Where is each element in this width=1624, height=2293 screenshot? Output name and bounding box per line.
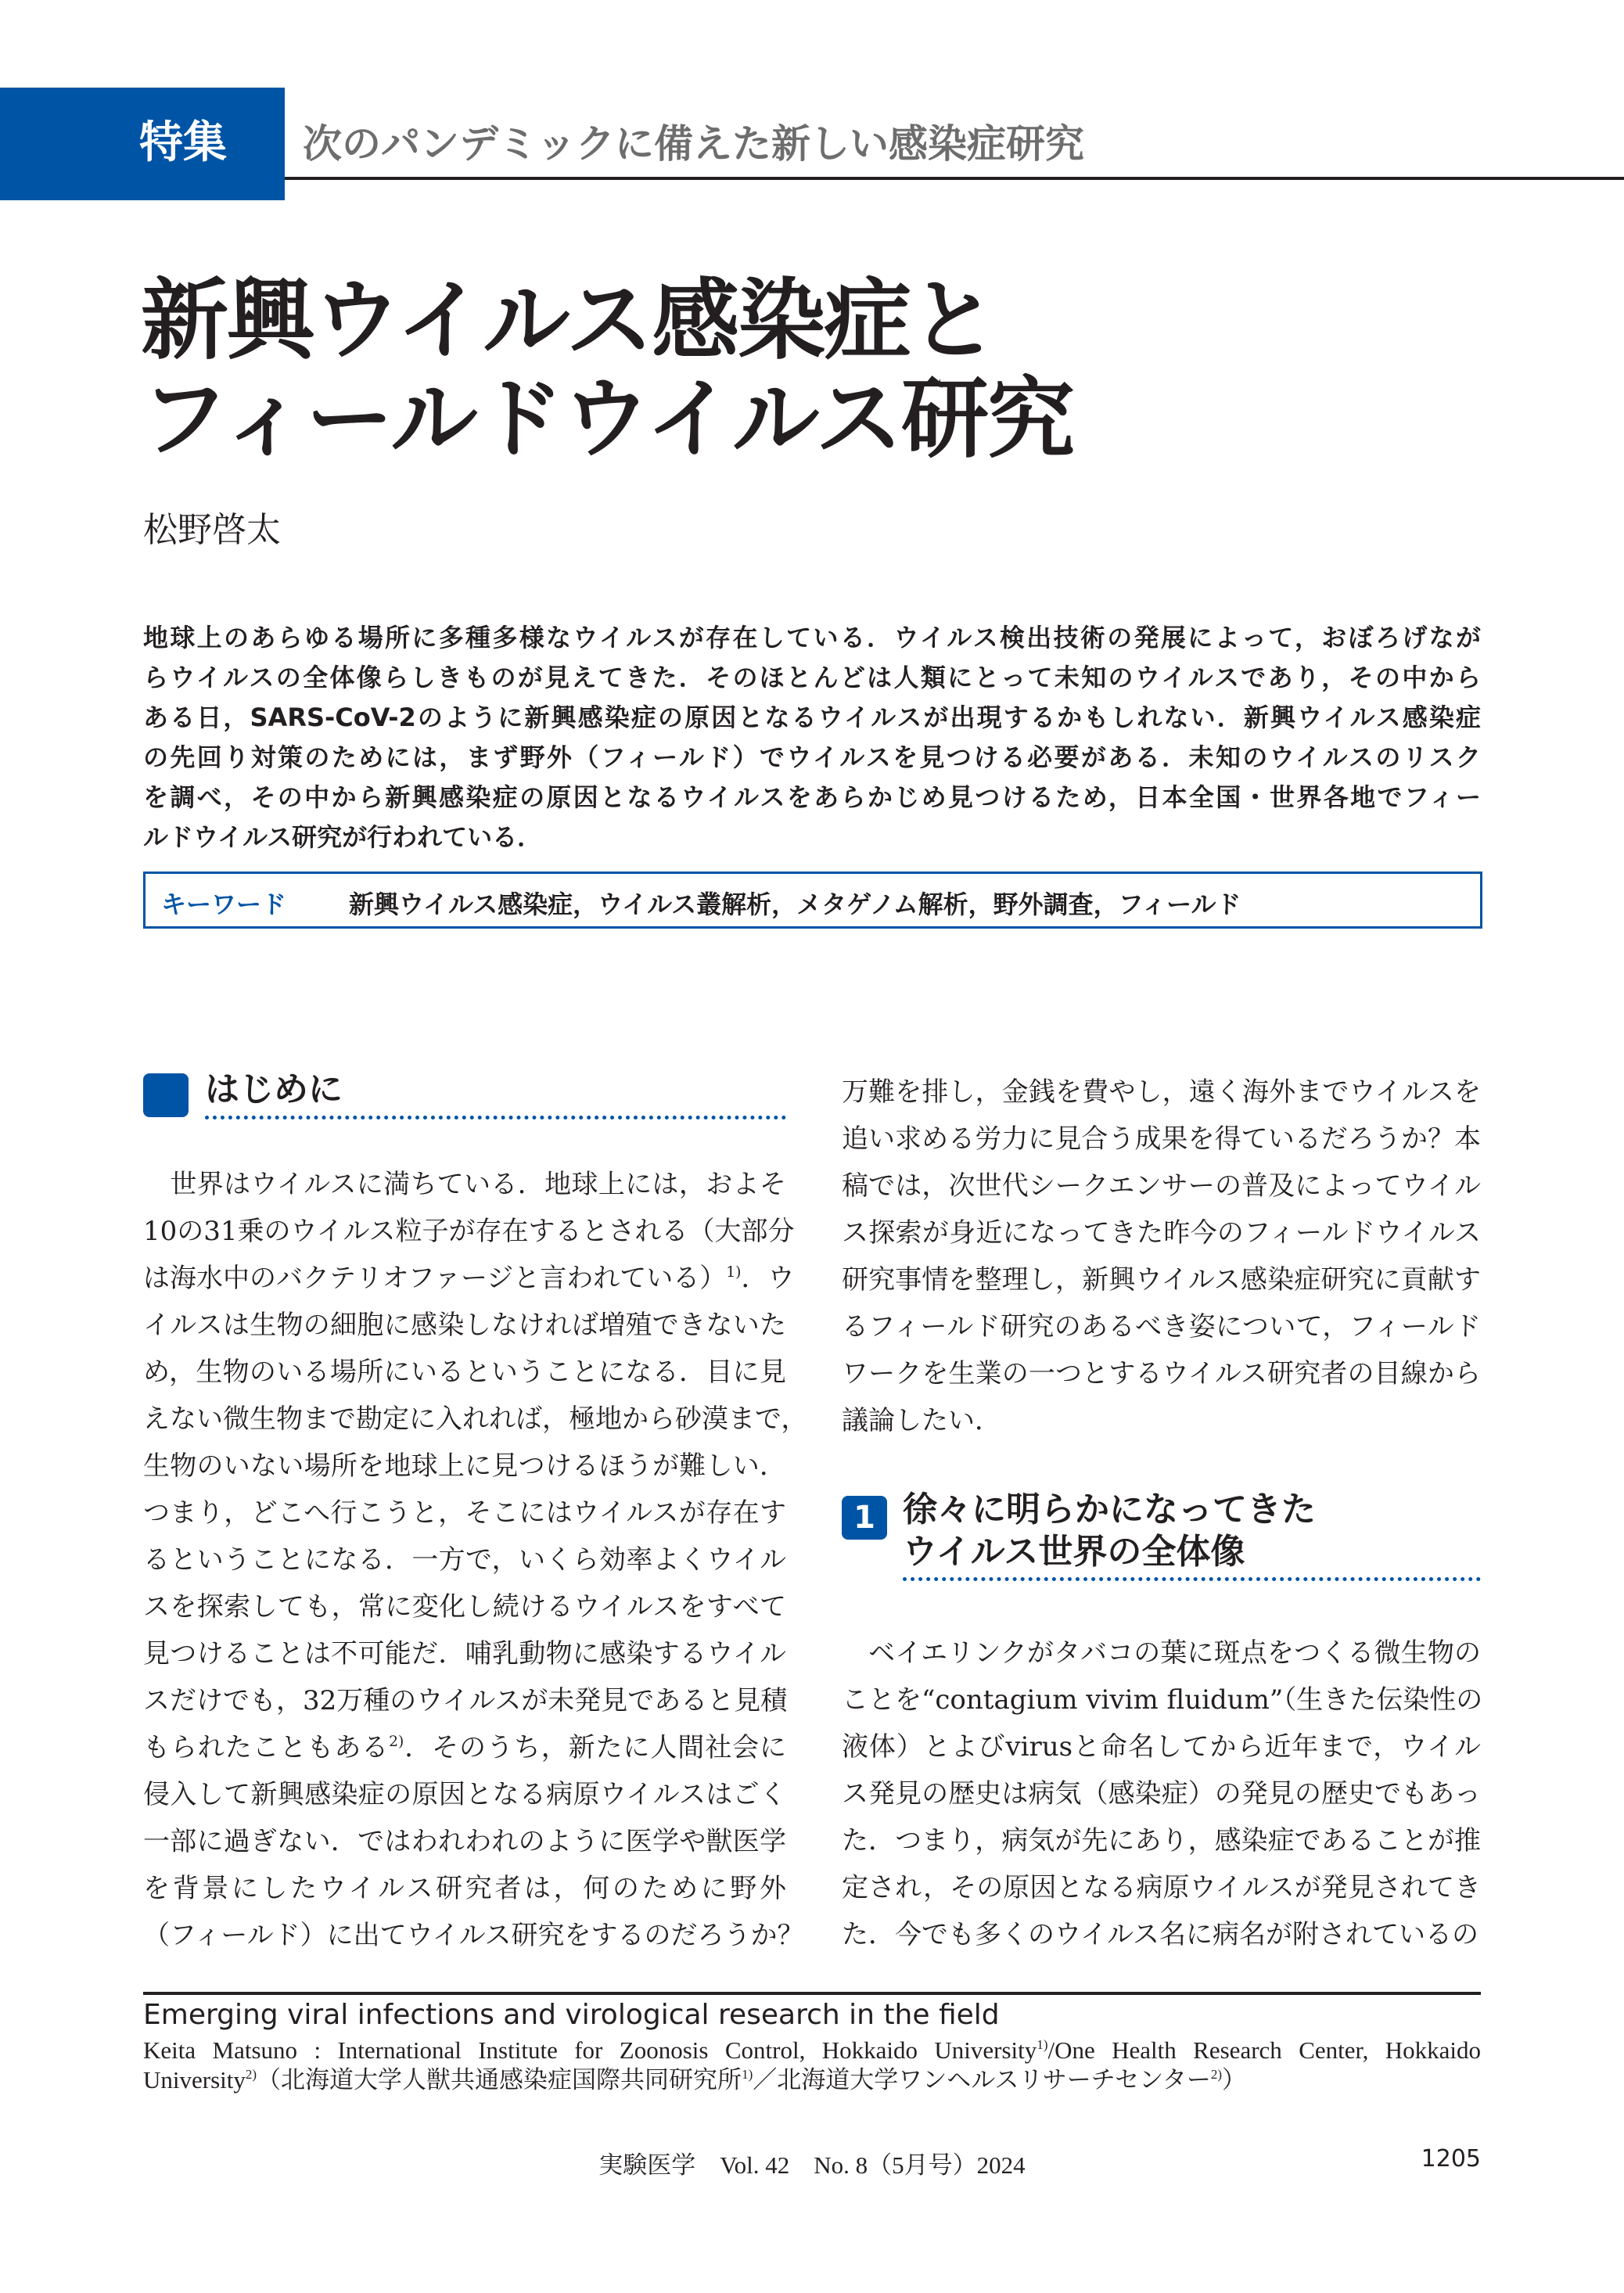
author-name: 松野啓太 bbox=[143, 510, 281, 550]
footer-divider bbox=[143, 1992, 1481, 1995]
text-line: 液体）とよびvirusと命名してから近年まで，ウイル bbox=[842, 1731, 1481, 1763]
text-line: つまり，どこへ行こうと，そこにはウイルスが存在す bbox=[143, 1497, 786, 1529]
page-number: 1205 bbox=[1421, 2145, 1481, 2173]
text-line: の先回り対策のためには，まず野外（フィールド）でウイルスを見つける必要がある．未知のウイルスのリスク bbox=[143, 742, 1481, 772]
header-divider bbox=[285, 177, 1624, 180]
text-line: 研究事情を整理し，新興ウイルス感染症研究に貢献す bbox=[842, 1264, 1481, 1296]
keyword-label: キーワード bbox=[161, 890, 287, 919]
text-segment: Keita Matsuno : International Institute for Zoonosis Control, Hokkaido University bbox=[143, 2036, 1037, 2064]
text-line: ある日，SARS-CoV-2のように新興感染症の原因となるウイルスが出現するかもしれない．新興ウイルス感染症 bbox=[143, 703, 1481, 732]
citation-superscript: 1) bbox=[1037, 2037, 1048, 2053]
text-line: た．つまり，病気が先にあり，感染症であることが推 bbox=[842, 1825, 1481, 1856]
body-column-2-intro bbox=[842, 1069, 1481, 1444]
text-line bbox=[143, 1724, 786, 1771]
keyword-box bbox=[143, 872, 1482, 929]
article-title-line-1: 新興ウイルス感染症と bbox=[141, 270, 997, 372]
text-line: を調べ，その中から新興感染症の原因となるウイルスをあらかじめ見つけるため，日本全国・世界各地でフィー bbox=[143, 782, 1481, 812]
text-segment: /One Health Research Center, Hokkaido bbox=[1047, 2036, 1481, 2064]
text-line bbox=[143, 2036, 1481, 2065]
section-marker-icon bbox=[143, 1073, 189, 1117]
article-title-line-2: フィールドウイルス研究 bbox=[141, 368, 1074, 470]
text-line: えない微生物まで勘定に入れれば，極地から砂漠まで， bbox=[143, 1403, 808, 1435]
text-segment: ） bbox=[1222, 2066, 1247, 2094]
text-line: 定され，その原因となる病原ウイルスが発見されてき bbox=[842, 1872, 1481, 1903]
series-title: 次のパンデミックに備えた新しい感染症研究 bbox=[303, 121, 1084, 167]
text-line: 世界はウイルスに満ちている．地球上には，およそ bbox=[143, 1169, 786, 1200]
text-line: 10の31乗のウイルス粒子が存在するとされる（大部分 bbox=[143, 1216, 795, 1247]
section-heading-1-line-2: ウイルス世界の全体像 bbox=[903, 1532, 1245, 1572]
text-line: らウイルスの全体像らしきものが見えてきた．そのほとんどは人類にとって未知のウイルスであり，その中から bbox=[143, 663, 1481, 692]
text-segment: ．ウ bbox=[741, 1263, 795, 1294]
text-line: 生物のいない場所を地球上に見つけるほうが難しい． bbox=[143, 1450, 786, 1482]
keyword-list: 新興ウイルス感染症，ウイルス叢解析，メタゲノム解析，野外調査，フィールド bbox=[349, 890, 1241, 919]
section-heading-underline bbox=[205, 1116, 786, 1120]
text-line: （フィールド）に出てウイルス研究をするのだろうか？ bbox=[143, 1920, 804, 1951]
text-line: め，生物のいる場所にいるということになる．目に見 bbox=[143, 1357, 786, 1388]
text-line: スだけでも，32万種のウイルスが未発見であると見積 bbox=[143, 1685, 788, 1716]
text-line bbox=[143, 1255, 795, 1302]
text-line: 一部に過ぎない．ではわれわれのように医学や獣医学 bbox=[143, 1826, 786, 1857]
citation-superscript: 2) bbox=[389, 1733, 404, 1750]
text-line: イルスは生物の細胞に感染しなければ増殖できないた bbox=[143, 1310, 786, 1341]
text-line: ス発見の歴史は病気（感染症）の発見の歴史でもあっ bbox=[842, 1778, 1481, 1810]
text-segment: もられたこともある bbox=[143, 1732, 390, 1763]
text-segment: は海水中のバクテリオファージと言われている） bbox=[143, 1263, 727, 1294]
journal-citation: 実験医学 Vol. 42 No. 8（5月号）2024 bbox=[598, 2151, 1026, 2179]
text-line: ベイエリンクがタバコの葉に斑点をつくる微生物の bbox=[842, 1637, 1481, 1669]
text-line: るフィールド研究のあるべき姿について，フィールド bbox=[842, 1311, 1481, 1342]
text-line: ス探索が身近になってきた昨今のフィールドウイルス bbox=[842, 1217, 1481, 1249]
text-segment: （北海道大学人獣共通感染症国際共同研究所 bbox=[257, 2066, 742, 2094]
citation-superscript: 2) bbox=[245, 2067, 257, 2083]
author-affiliation bbox=[143, 2036, 1481, 2095]
text-line: ルドウイルス研究が行われている． bbox=[143, 822, 543, 852]
text-line: 追い求める労力に見合う成果を得ているだろうか？本 bbox=[842, 1123, 1481, 1155]
text-line: 万難を排し，金銭を費やし，遠く海外までウイルスを bbox=[842, 1076, 1481, 1108]
section-heading-underline bbox=[903, 1577, 1481, 1581]
section-number-badge: 1 bbox=[842, 1496, 887, 1540]
text-line: ワークを生業の一つとするウイルス研究者の目線から bbox=[842, 1358, 1481, 1389]
citation-superscript: 1) bbox=[742, 2067, 753, 2083]
citation-superscript: 1) bbox=[726, 1263, 742, 1281]
text-segment: ．そのうち，新たに人間社会に bbox=[404, 1732, 787, 1763]
citation-superscript: 2) bbox=[1210, 2067, 1223, 2083]
text-line: 見つけることは不可能だ．哺乳動物に感染するウイル bbox=[143, 1638, 786, 1669]
feature-tag-label: 特集 bbox=[139, 117, 227, 168]
section-heading-1-line-1: 徐々に明らかになってきた bbox=[903, 1490, 1316, 1529]
text-segment: University bbox=[143, 2066, 246, 2094]
text-line: 地球上のあらゆる場所に多種多様なウイルスが存在している．ウイルス検出技術の発展によって，おぼろげなが bbox=[143, 623, 1481, 652]
text-line: を背景にしたウイルス研究者は，何のために野外 bbox=[143, 1873, 786, 1904]
text-line: 議論したい． bbox=[842, 1405, 1001, 1436]
body-column-1 bbox=[143, 1161, 808, 1959]
abstract bbox=[143, 618, 1481, 857]
text-segment: ／北海道大学ワンヘルスリサーチセンター bbox=[753, 2066, 1211, 2094]
text-line: るということになる．一方で，いくら効率よくウイル bbox=[143, 1544, 786, 1576]
section-heading-intro: はじめに bbox=[205, 1069, 343, 1109]
text-line: スを探索しても，常に変化し続けるウイルスをすべて bbox=[143, 1591, 786, 1623]
body-column-2-section-1 bbox=[842, 1630, 1481, 1958]
text-line: 稿では，次世代シークエンサーの普及によってウイル bbox=[842, 1170, 1481, 1202]
text-line bbox=[143, 2065, 1481, 2095]
english-title: Emerging viral infections and virological research in the field bbox=[143, 1999, 1000, 2031]
text-line: た．今でも多くのウイルス名に病名が附されているの bbox=[842, 1919, 1478, 1950]
text-line: 侵入して新興感染症の原因となる病原ウイルスはごく bbox=[143, 1779, 786, 1810]
text-line: ことを“contagium vivim fluidum”（生きた伝染性の bbox=[842, 1684, 1483, 1716]
